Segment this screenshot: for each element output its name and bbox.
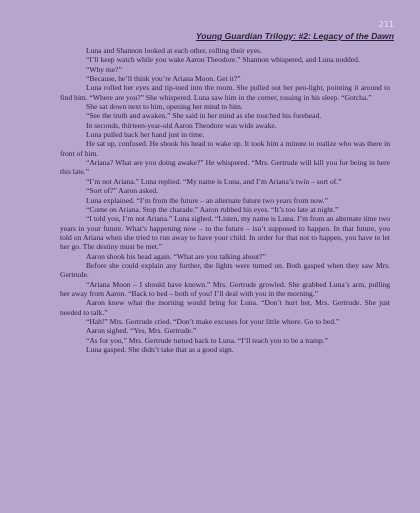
body-text [60, 46, 390, 354]
paragraph: Aaron sighed. “Yes, Mrs. Gertrude.” [86, 326, 197, 336]
paragraph: “I told you, I’m not Ariana.” Luna sighed. “Listen, my name is Luna. I’m from an alternate time two years in your future. What’s happening now – to the future – isn’t supposed to happen. In that future, you told on Ariana when she tried to run away to have your child. In order for that not to happen, you have to let her go. The destiny must be met.” [60, 214, 390, 252]
paragraph: Luna gasped. She didn’t take that as a good sign. [86, 345, 234, 354]
paragraph: Luna and Shannon looked at each other, rolling their eyes. [86, 46, 262, 55]
paragraph: He sat up, confused. He shook his head to wake up. It took him a minute to realize who was there in front of him. [60, 139, 390, 158]
paragraph: “Hah!” Mrs. Gertrude cried. “Don’t make excuses for your little whore. Go to bed.” [86, 316, 340, 326]
paragraph: “Ariana? What are you doing awake?” He whispered. “Mrs. Gertrude will kill you for being in here this late.” [60, 158, 390, 177]
paragraph: “Sort of?” Aaron asked. [86, 186, 159, 196]
paragraph: Aaron knew what the morning would bring for Luna. “Don’t hurt her, Mrs. Gertrude. She just needed to talk.” [60, 298, 390, 317]
paragraph: “As for you,” Mrs. Gertrude turned back to Luna. “I’ll teach you to be a tramp.” [86, 335, 329, 345]
paragraph: Aaron shook his head again. “What are you talking about?” [86, 251, 266, 261]
paragraph: “I’m not Ariana.” Luna replied. “My name is Luna, and I’m Ariana’s twin – sort of.” [86, 176, 342, 186]
paragraph: Before she could explain any further, the lights were turned on. Both gasped when they saw Mrs. Gertrude. [60, 260, 390, 280]
paragraph: Luna explained. “I’m from the future – an alternate future two years from now.” [86, 195, 328, 205]
paragraph: Luna rolled her eyes and tip-toed into the room. She pulled out her pen-light, pointing it around to find him. “Where are you?” She whispered. Luna saw him in the corner, tossing in his sleep. “Gotcha.” [60, 83, 390, 102]
paragraph: “See the truth and awaken.” She said in her mind as she touched his forehead. [86, 111, 322, 121]
paragraph: “Ariana Moon – I should have known.” Mrs. Gertrude growled. She grabbed Luna’s arm, pulling her away from Aaron. “Back to bed – both of you! I’ll deal with you in the morning.” [60, 279, 390, 298]
paragraph: “Because, he’ll think you’re Ariana Moon. Get it?” [86, 74, 241, 84]
running-header: Young Guardian Trilogy: #2: Legacy of the Dawn [195, 31, 394, 41]
paragraph: She sat down next to him, opening her mind to him. [86, 102, 243, 112]
paragraph: In seconds, thirteen-year-old Aaron Theodore was wide awake. [86, 120, 277, 130]
paragraph: “Come on Ariana. Stop the charade.” Aaron rubbed his eyes. “It’s too late at night.” [86, 204, 339, 214]
paragraph: “I’ll keep watch while you wake Aaron Theodore.” Shannon whispered, and Luna nodded. [86, 55, 360, 65]
paragraph: “Why me?” [86, 64, 122, 74]
page-number: 211 [378, 20, 394, 29]
paragraph: Luna pulled back her hand just in time. [86, 130, 205, 140]
